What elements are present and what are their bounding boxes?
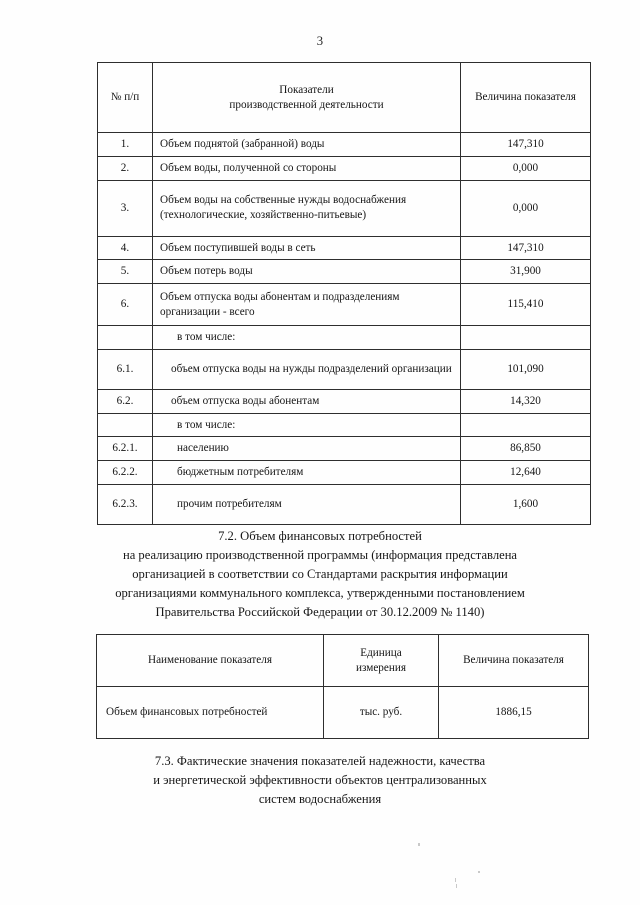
table-row-subheader <box>98 413 591 437</box>
paragraph-line: организацией в соответствии со Стандартами раскрытия информации <box>132 566 508 581</box>
row-number: 6. <box>98 284 153 326</box>
table-row <box>98 180 591 236</box>
row-value: 0,000 <box>461 180 591 236</box>
scan-artifact <box>418 843 420 846</box>
scan-artifact <box>478 871 480 873</box>
paragraph-line: систем водоснабжения <box>258 791 382 806</box>
header-cell-name: Наименование показателя <box>97 635 324 687</box>
table-row <box>98 485 591 525</box>
header-cell-unit <box>324 635 439 687</box>
paragraph-line: на реализацию производственной программы (информация представлена <box>122 547 518 562</box>
header-cell-value: Величина показателя <box>461 63 591 133</box>
row-indicator: в том числе: <box>153 413 461 437</box>
table-row <box>98 437 591 461</box>
row-indicator: прочим потребителям <box>153 485 461 525</box>
paragraph-line: 7.3. Фактические значения показателей надежности, качества <box>154 754 486 768</box>
row-indicator: объем отпуска воды на нужды подразделений организации <box>153 349 461 389</box>
row-indicator: в том числе: <box>153 326 461 350</box>
row-value: 1886,15 <box>439 687 589 739</box>
row-number: 3. <box>98 180 153 236</box>
row-value: 101,090 <box>461 349 591 389</box>
header-cell-number: № п/п <box>98 63 153 133</box>
row-value: 12,640 <box>461 461 591 485</box>
table-row <box>98 349 591 389</box>
row-number <box>98 326 153 350</box>
header-cell-indicator <box>153 63 461 133</box>
row-number: 6.2.3. <box>98 485 153 525</box>
row-value <box>461 413 591 437</box>
row-value: 147,310 <box>461 133 591 157</box>
paragraph-line: и энергетической эффективности объектов централизованных <box>153 772 487 787</box>
row-indicator: Объем отпуска воды абонентам и подразделениям организации - всего <box>153 284 461 326</box>
row-number: 6.1. <box>98 349 153 389</box>
table-header-row <box>97 635 589 687</box>
row-indicator: населению <box>153 437 461 461</box>
row-indicator: Объем поступившей воды в сеть <box>153 236 461 260</box>
row-number: 2. <box>98 156 153 180</box>
row-indicator: Объем поднятой (забранной) воды <box>153 133 461 157</box>
scan-artifact <box>455 878 456 882</box>
table-row-subheader <box>98 326 591 350</box>
header-indicator-line1: Показатели <box>279 83 334 96</box>
section-7-2-paragraph <box>60 527 580 621</box>
paragraph-line: Правительства Российской Федерации от 30.12.2009 № 1140) <box>155 604 485 619</box>
row-indicator: Объем воды, полученной со стороны <box>153 156 461 180</box>
row-indicator: объем отпуска воды абонентам <box>153 389 461 413</box>
row-value: 115,410 <box>461 284 591 326</box>
scan-artifact <box>456 884 457 888</box>
paragraph-line: 7.2. Объем финансовых потребностей <box>218 529 422 543</box>
row-indicator: Объем воды на собственные нужды водоснабжения (технологические, хозяйственно-питьевые) <box>153 180 461 236</box>
row-indicator: Объем потерь воды <box>153 260 461 284</box>
row-value: 31,900 <box>461 260 591 284</box>
financial-needs-table <box>96 634 589 739</box>
row-unit: тыс. руб. <box>324 687 439 739</box>
table-row <box>97 687 589 739</box>
table-row <box>98 260 591 284</box>
row-number: 4. <box>98 236 153 260</box>
row-number: 5. <box>98 260 153 284</box>
section-7-3-paragraph <box>60 752 580 809</box>
header-unit-line2: измерения <box>356 661 406 674</box>
row-value: 86,850 <box>461 437 591 461</box>
row-value: 0,000 <box>461 156 591 180</box>
paragraph-line: организациями коммунального комплекса, утвержденными постановлением <box>115 585 525 600</box>
table-header-row <box>98 63 591 133</box>
production-indicators-table <box>97 62 591 525</box>
table-row <box>98 461 591 485</box>
row-value: 1,600 <box>461 485 591 525</box>
row-number: 6.2.1. <box>98 437 153 461</box>
row-number: 6.2. <box>98 389 153 413</box>
header-unit-line1: Единица <box>360 646 402 659</box>
row-number <box>98 413 153 437</box>
table-row <box>98 284 591 326</box>
header-indicator-line2: производственной деятельности <box>229 98 384 111</box>
row-number: 6.2.2. <box>98 461 153 485</box>
table-row <box>98 236 591 260</box>
row-number: 1. <box>98 133 153 157</box>
table-row <box>98 389 591 413</box>
row-value <box>461 326 591 350</box>
header-cell-value: Величина показателя <box>439 635 589 687</box>
page-number: 3 <box>316 33 324 48</box>
row-value: 147,310 <box>461 236 591 260</box>
table-row <box>98 133 591 157</box>
row-indicator: бюджетным потребителям <box>153 461 461 485</box>
row-value: 14,320 <box>461 389 591 413</box>
row-indicator: Объем финансовых потребностей <box>97 687 324 739</box>
table-row <box>98 156 591 180</box>
